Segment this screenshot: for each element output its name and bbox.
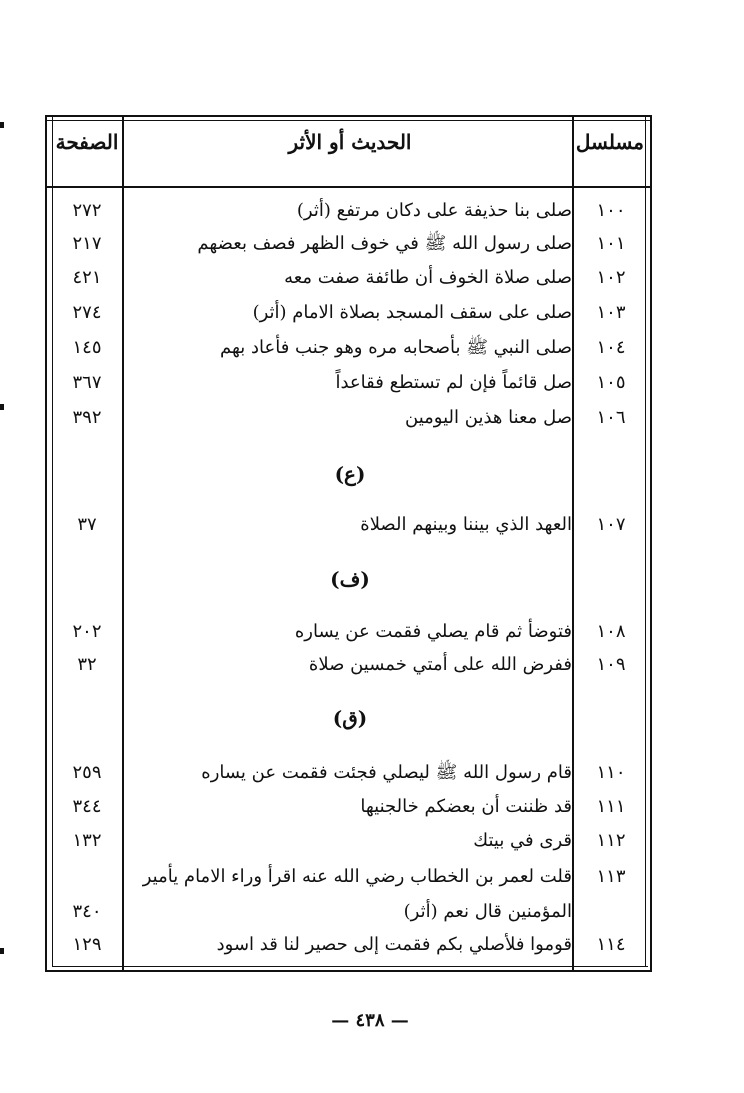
table-bottom-line — [52, 966, 648, 967]
table-row — [0, 368, 744, 398]
row-text: صلى رسول الله ﷺ في خوف الظهر فصف بعضهم — [197, 233, 572, 254]
row-text: قد ظننت أن بعضكم خالجنيها — [360, 796, 572, 817]
row-text: صلى صلاة الخوف أن طائفة صفت معه — [284, 267, 572, 288]
row-page: ٢٧٤ — [72, 302, 102, 323]
row-page: ٢٧٢ — [72, 200, 102, 221]
row-text: صلى النبي ﷺ بأصحابه مره وهو جنب فأعاد بهم — [220, 337, 572, 358]
row-page: ٣٦٧ — [72, 372, 102, 393]
row-page: ١٤٥ — [72, 337, 102, 358]
row-text: ففرض الله على أمتي خمسين صلاة — [308, 654, 572, 675]
row-serial: ١١١ — [596, 796, 626, 817]
row-text: المؤمنين قال نعم (أثر) — [403, 901, 572, 922]
page-number: — ٤٣٨ — — [331, 1010, 409, 1031]
row-serial: ١٠٨ — [596, 621, 626, 642]
row-text: قوموا فلأصلي بكم فقمت إلى حصير لنا قد اسود — [216, 934, 572, 955]
table-row — [0, 758, 744, 788]
table-row-continuation — [0, 897, 744, 927]
table-row — [0, 792, 744, 822]
row-serial: ١١٢ — [596, 830, 626, 851]
table-row — [0, 930, 744, 960]
table-row — [0, 298, 744, 328]
scan-mark — [0, 122, 4, 128]
row-text: فتوضأ ثم قام يصلي فقمت عن يساره — [294, 621, 572, 642]
row-page: ٢٠٢ — [72, 621, 102, 642]
row-serial: ١٠٢ — [596, 267, 626, 288]
scan-mark — [0, 948, 4, 954]
header-divider — [45, 186, 652, 188]
row-page: ١٣٢ — [72, 830, 102, 851]
table-row — [0, 650, 744, 680]
header-hadith: الحديث أو الأثر — [288, 130, 412, 154]
row-text: العهد الذي بيننا وبينهم الصلاة — [360, 514, 572, 535]
table-row — [0, 333, 744, 363]
table-row — [0, 826, 744, 856]
row-page: ٣٢ — [77, 654, 97, 675]
row-page: ٢٥٩ — [72, 762, 102, 783]
row-serial: ١٠٦ — [596, 407, 626, 428]
row-text: صلى بنا حذيفة على دكان مرتفع (أثر) — [296, 200, 572, 221]
row-serial: ١٠٣ — [596, 302, 626, 323]
row-text: قام رسول الله ﷺ ليصلي فجئت فقمت عن يساره — [201, 762, 572, 783]
row-serial: ١٠٠ — [596, 200, 626, 221]
scan-mark — [0, 404, 4, 410]
row-serial: ١٠٤ — [596, 337, 626, 358]
row-text: قلت لعمر بن الخطاب رضي الله عنه اقرأ وراء الامام يأمير — [142, 866, 572, 887]
row-serial: ١١٠ — [596, 762, 626, 783]
section-letter-ain: (ع) — [334, 462, 366, 486]
section-letter-qaf: (ق) — [332, 706, 368, 730]
table-row — [0, 862, 744, 892]
table-row — [0, 196, 744, 226]
row-serial: ١٠٧ — [596, 514, 626, 535]
row-page: ٢١٧ — [72, 233, 102, 254]
row-text: صل قائماً فإن لم تستطع فقاعداً — [335, 372, 572, 393]
row-page: ١٢٩ — [72, 934, 102, 955]
row-serial: ١٠٩ — [596, 654, 626, 675]
row-page: ٣٩٢ — [72, 407, 102, 428]
table-row — [0, 263, 744, 293]
table-row — [0, 229, 744, 259]
row-page: ٣٤٤ — [72, 796, 102, 817]
table-top-inner-line — [45, 120, 652, 121]
row-text: صل معنا هذين اليومين — [405, 407, 572, 428]
row-text: صلى على سقف المسجد بصلاة الامام (أثر) — [252, 302, 572, 323]
row-serial: ١١٣ — [596, 866, 626, 887]
row-text: قرى في بيتك — [473, 830, 572, 851]
row-serial: ١٠٥ — [596, 372, 626, 393]
row-page: ٣٤٠ — [72, 901, 102, 922]
table-row — [0, 510, 744, 540]
table-row — [0, 403, 744, 433]
header-serial: مسلسل — [575, 130, 644, 154]
row-serial: ١١٤ — [596, 934, 626, 955]
header-page: الصفحة — [55, 130, 119, 154]
table-row — [0, 617, 744, 647]
section-letter-fa: (ف) — [330, 567, 370, 591]
row-page: ٤٢١ — [72, 267, 102, 288]
row-page: ٣٧ — [77, 514, 97, 535]
row-serial: ١٠١ — [596, 233, 626, 254]
